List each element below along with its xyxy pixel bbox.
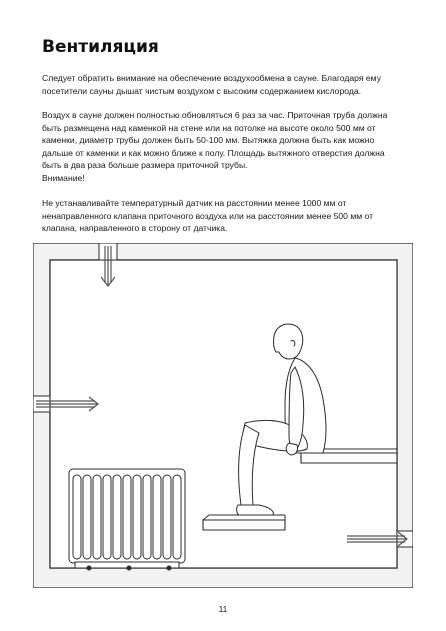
paragraph-air-exchange: Воздух в сауне должен полностью обновляться 6 раз за час. Приточная труба должна быть размещена над каменкой на стене или на потолке на высоте около 500 мм от каменки, диаметр трубы должен быть 50-100 мм. Вытяжка должна быть как можно дальше от каменки и как можно ближе к полу. Площадь вытяжного отверстия должна быть в два раза больше размера приточной трубы. bbox=[42, 110, 388, 171]
paragraph-attention: Внимание! bbox=[42, 173, 85, 183]
sauna-heater bbox=[69, 469, 185, 570]
section-title: Вентиляция bbox=[42, 37, 159, 57]
paragraph-sensor-warning: Не устанавливайте температурный датчик на расстоянии менее 1000 мм от ненаправленного клапана приточного воздуха или на расстоянии менее 500 мм от клапана, направленного в сторону от датчика. bbox=[42, 198, 374, 234]
sauna-ventilation-diagram bbox=[33, 243, 413, 588]
paragraph-intro: Следует обратить внимание на обеспечение воздухообмена в сауне. Благодаря ему посетители сауны дышат чистым воздухом с высоким содержанием кислорода. bbox=[42, 73, 381, 96]
page-number: 11 bbox=[218, 604, 228, 614]
heater-fins bbox=[73, 475, 181, 559]
